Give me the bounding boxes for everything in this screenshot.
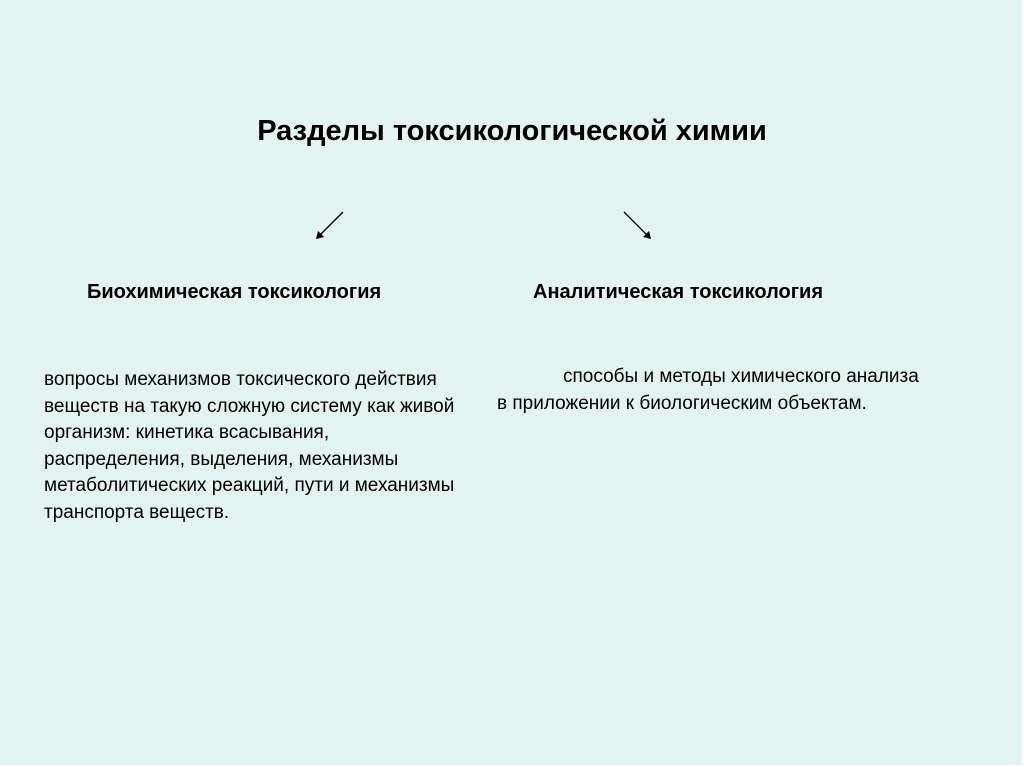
arrow-down-left-icon: [312, 208, 348, 244]
analytical-toxicology-description: [497, 364, 1017, 417]
slide-title: Разделы токсикологической химии: [257, 115, 767, 147]
analytical-description-line: способы и методы химического анализа: [563, 366, 919, 387]
biochemical-toxicology-description: вопросы механизмов токсического действия веществ на такую сложную систему как живой организм: кинетика всасывания, распределения, выделения, механизмы метаболитических реакций, пути и механизмы транспорта веществ.: [44, 369, 455, 523]
analytical-description-line: в приложении к биологическим объектам.: [497, 392, 867, 414]
arrow-down-right-icon: [619, 208, 655, 244]
biochemical-toxicology-heading: Биохимическая токсикология: [87, 281, 382, 303]
analytical-toxicology-heading: Аналитическая токсикология: [533, 281, 824, 303]
